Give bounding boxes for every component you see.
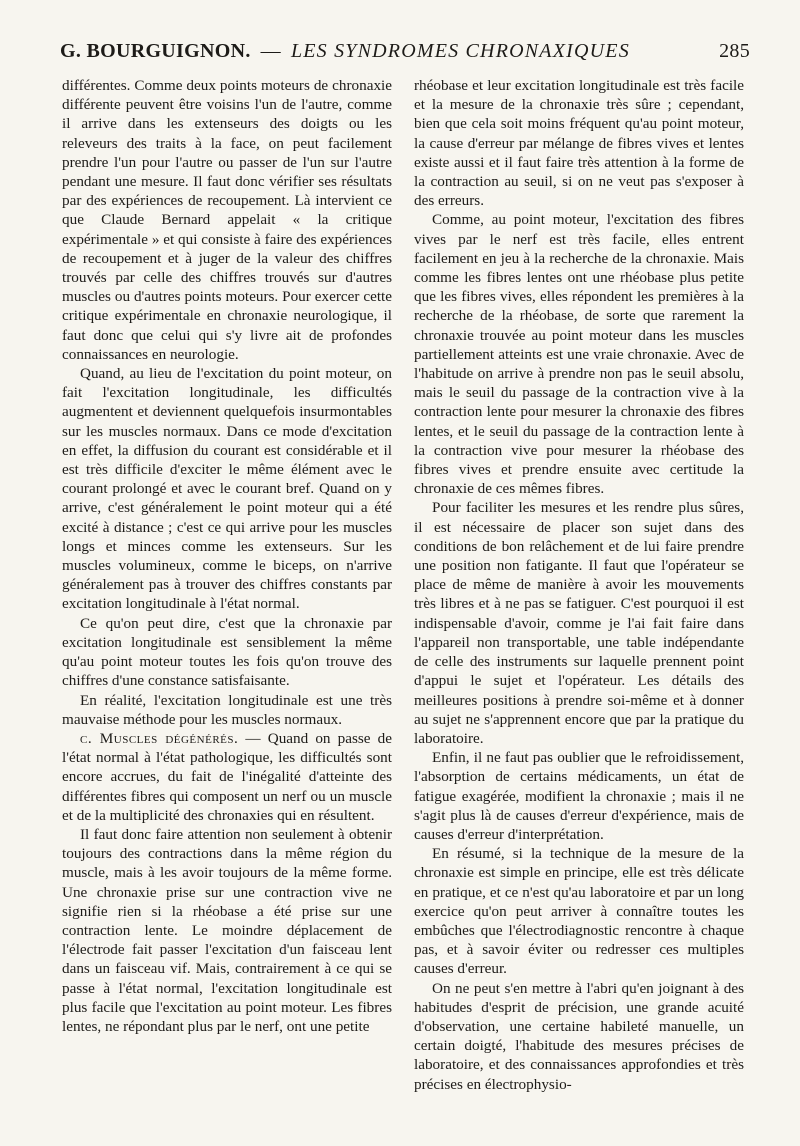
paragraph [62, 729, 392, 825]
paragraph: Ce qu'on peut dire, c'est que la chronaxie par excitation longitudinale est sensiblement la même qu'au point moteur toutes les fois qu'on trouve des chiffres d'une constance satisfaisante. [62, 614, 392, 690]
header-author: G. BOURGUIGNON. [60, 40, 251, 62]
header-dash: — [260, 40, 281, 62]
paragraph: rhéobase et leur excitation longitudinale est très facile et la mesure de la chronaxie très sûre ; cependant, bien que cela soit moins fréquent qu'au point moteur, la cause d'erreur par mélange de fibres vives et lentes existe aussi et il faut faire très attention à la forme de la contraction au seuil, si on ne veut pas s'exposer à des erreurs. [414, 77, 744, 210]
paragraph: Quand, au lieu de l'excitation du point moteur, on fait l'excitation longitudinale, les difficultés augmentent et deviennent quelquefois insurmontables sur les muscles normaux. Dans ce mode d'excitation en effet, la diffusion du courant est considérable et il est très difficile d'exciter le même élément avec le courant prolongé et avec le courant bref. Quand on y arrive, c'est généralement le point moteur qui a été excité à distance ; c'est ce qui arrive pour les muscles longs et minces comme les extenseurs. Sur les muscles volumineux, comme le biceps, on n'arrive généralement pas à trouver des chiffres constants par excitation longitudinale à l'état normal. [62, 365, 392, 613]
paragraph: On ne peut s'en mettre à l'abri qu'en joignant à des habitudes d'esprit de précision, une grande acuité d'observation, une certaine habileté manuelle, un certain doigté, l'habitude des mesures précises de laboratoire, et des connaissances approfondies et très précises en électrophysio- [414, 979, 744, 1093]
section-heading: c. Muscles dégénérés. [80, 729, 239, 747]
paragraph: Comme, au point moteur, l'excitation des fibres vives par le nerf est très facile, elles entrent facilement en jeu à la recherche de la chronaxie. Mais comme les fibres lentes ont une rhéobase plus petite que les fibres vives, elles répondent les premières à la recherche de la rhéobase, de sorte que rarement la chronaxie trouvée au point moteur dans les muscles partiellement atteints est une vraie chronaxie. Avec de l'habitude on arrive à prendre non pas le seuil absolu, mais le seuil du passage de la contraction vive à la contraction lente pour mesurer la chronaxie des fibres lentes, et le seuil du passage de la contraction lente à la contraction vive pour mesurer la rhéobase des fibres vives et prendre ensuite avec certitude la chronaxie de ces mêmes fibres. [414, 211, 744, 498]
paragraph-text: — Quand on passe de l'état normal à l'état pathologique, les difficultés sont encore accrues, du fait de l'inégalité d'atteinte des différentes fibres qui composent un nerf ou un muscle et de la multiplicité des chronaxies qui en résultent. [62, 729, 392, 824]
right-column [414, 76, 744, 1094]
paragraph: En réalité, l'excitation longitudinale est une très mauvaise méthode pour les muscles normaux. [62, 691, 392, 728]
paragraph: Il faut donc faire attention non seulement à obtenir toujours des contractions dans la même région du muscle, mais à les avoir toujours de la même forme. Une chronaxie prise sur une contraction vive ne signifie rien si la rhéobase a été prise sur une contraction lente. Le moindre déplacement de l'électrode fait passer l'excitation d'un faisceau lent dans un faisceau vif. Mais, contrairement à ce qui se passe à l'état normal, l'excitation longitudinale est plus facile que l'excitation au point moteur. Les fibres lentes, ne répondant plus par le nerf, ont une petite [62, 825, 392, 1035]
running-header [60, 40, 750, 74]
left-column [62, 76, 392, 1036]
paragraph: Pour faciliter les mesures et les rendre plus sûres, il est nécessaire de placer son sujet dans des conditions de bon relâchement et de lui faire prendre une position non fatigante. Il faut que l'opérateur se place de même de manière à avoir les mouvements très libres et à ne pas se fatiguer. C'est pourquoi il est indispensable d'avoir, comme je l'ai fait faire dans l'appareil non transportable, une table indépendante de celle des instruments sur laquelle prennent point d'appui le sujet et l'opérateur. Les détails des meilleures positions à prendre soi-même et à donner au sujet ne s'apprennent encore que par la pratique du laboratoire. [414, 499, 744, 747]
paragraph: En résumé, si la technique de la mesure de la chronaxie est simple en principe, elle est très délicate en pratique, et ce n'est qu'au laboratoire et par un long exercice qu'on peut arriver à connaître toutes les embûches que l'électrodiagnostic rencontre à chaque pas, et à savoir éviter ou redresser ces multiples causes d'erreur. [414, 845, 744, 978]
page-number: 285 [719, 40, 750, 62]
paragraph: Enfin, il ne faut pas oublier que le refroidissement, l'absorption de certains médicaments, un état de fatigue exagérée, modifient la chronaxie ; mais il ne s'agit plus là de causes d'erreur d'expérience, mais de causes d'erreur d'interprétation. [414, 749, 744, 843]
header-title: LES SYNDROMES CHRONAXIQUES [290, 40, 630, 62]
paragraph: différentes. Comme deux points moteurs de chronaxie différente peuvent être voisins l'un de l'autre, comme il arrive dans les extenseurs des doigts ou les releveurs des traits à la face, on peut facilement prendre l'un pour l'autre ou passer de l'un sur l'autre pendant une mesure. Il faut donc vérifier ses résultats par des expériences de recoupement. Là intervient ce que Claude Bernard appelait « la critique expérimentale » et qui consiste à faire des expériences de recoupement et à juger de la valeur des chiffres trouvés par celle des chiffres trouvés sur d'autres muscles ou d'autres points moteurs. Pour exercer cette critique expérimentale en chronaxie neurologique, il faut donc que celui qui s'y livre ait de profondes connaissances en neurologie. [62, 77, 392, 363]
